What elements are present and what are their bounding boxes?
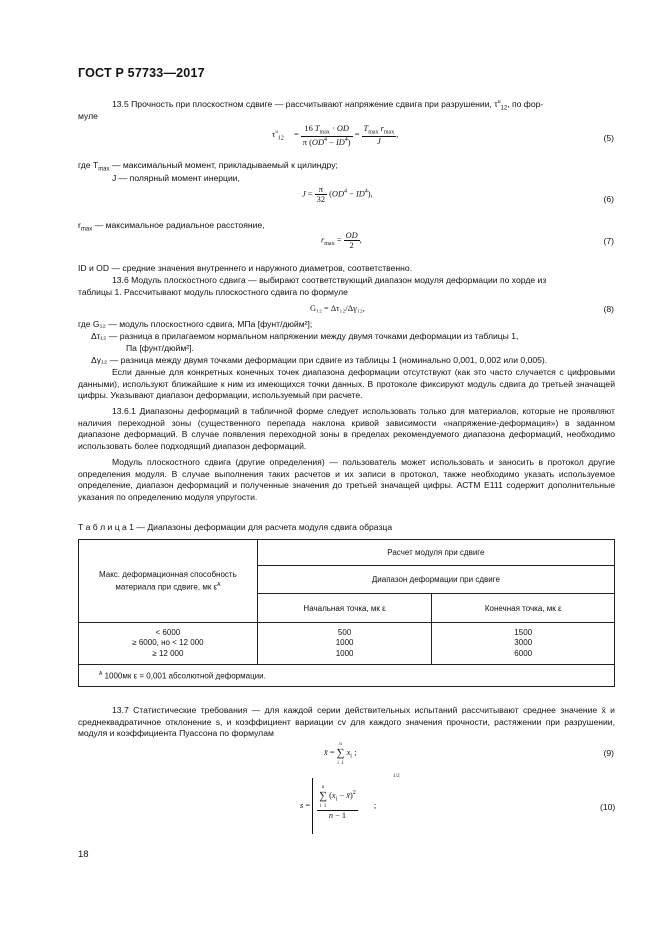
section-13-5-line1: 13.5 Прочность при плоскостном сдвиге — рассчитывают напряжение сдвига при разрушении, $\tau^u_{12}$, по фор- <box>112 98 544 112</box>
where-j: J — полярный момент инерции, <box>112 173 240 183</box>
table-caption: Т а б л и ц а 1 — Диапазоны деформации для расчета модуля сдвига образца <box>78 522 393 532</box>
equation-number-10: (10) <box>600 802 616 812</box>
table-cell: 500 <box>337 627 352 637</box>
equation-number-9: (9) <box>603 748 614 758</box>
table-header-max-strain: Макс. деформационная способность материала при сдвиге, мк $\varepsilon^A$ <box>79 540 258 623</box>
where-delta-tau-line1: Δτ₁₂ — разница в прилагаемом нормальном напряжении между двумя точками деформации из таблицы 1, <box>91 331 519 341</box>
where-delta-tau-line2: Па [фунт/дюйм²]. <box>126 343 194 353</box>
document-header: ГОСТ Р 57733—2017 <box>78 66 205 80</box>
table-cell-max-column <box>79 623 258 665</box>
where-t-max: где $T_{max}$ — максимальный момент, прикладываемый к цилиндру; <box>78 160 338 173</box>
table-cell: ≥ 12 000 <box>152 648 184 658</box>
id-od-definition: ID и OD — средние значения внутреннего и наружного диаметров, соответственно. <box>78 263 413 273</box>
where-delta-gamma: Δγ₁₂ — разница между двумя точками деформации при сдвиге из таблицы 1 (номинально 0,001, 0,002 или 0,005). <box>91 355 548 365</box>
table-cell: < 6000 <box>155 627 181 637</box>
table-cell: 1000 <box>335 648 354 658</box>
table-footnote: $^A$ 1000мк ε = 0,001 абсолютной деформации. <box>79 665 615 687</box>
table-header-end-point: Конечная точка, мк ε <box>432 594 615 623</box>
table-header-strain-range: Диапазон деформации при сдвиге <box>257 566 614 594</box>
page-number: 18 <box>78 849 89 860</box>
section-13-6-1-paragraph1: 13.6.1 Диапазоны деформаций в табличной форме следует использовать только для материалов, которые не проявляют наличия переходной зоны (существенного перепада наклона кривой зависимости «напряжение-деформация») в заданном диапазоне деформаций. В случае появления переходной зоны в пределах рекомендуемого диапазона деформаций, необходимо использовать более подходящий диапазон деформаций. <box>78 406 615 451</box>
section-13-6-line2: таблицы 1. Рассчитывают модуль плоскостного сдвига по формуле <box>78 287 348 297</box>
table-header-start-point: Начальная точка, мк ε <box>257 594 432 623</box>
equation-number-8: (8) <box>603 304 614 314</box>
section-13-6-paragraph: Если данные для конкретных конечных точек диапазона деформации отсутствуют (как это часто случается с цифровыми данными), используют ближайшие к ним из имеющихся точки данных. В протоколе фиксируют модуль сдвига до третьей значащей цифры. Указывают диапазон деформации, используемый при расчете. <box>78 367 615 400</box>
formula-9: x̄ = n ∑ i 1 $x_i$ ; <box>324 742 357 766</box>
section-13-6-line1: 13.6 Модуль плоскостного сдвига — выбирают соответствующий диапазон модуля деформации по хорде из <box>112 275 547 285</box>
formula-7: $r_{max}$ = $\frac{OD}{2}$ , <box>321 231 362 250</box>
formula-8: G₁₂ = Δτ₁₂/Δγ₁₂, <box>310 304 365 313</box>
equation-number-6: (6) <box>603 194 614 204</box>
table-cell-end-column <box>432 623 615 665</box>
where-r-max: $r_{max}$ — максимальное радиальное расстояние, <box>78 220 265 233</box>
table-cell: 1500 <box>514 627 533 637</box>
table-cell: 3000 <box>514 638 533 648</box>
table-cell-start-column <box>257 623 432 665</box>
table-cell: 6000 <box>514 648 533 658</box>
section-13-5-line2: муле <box>78 111 98 121</box>
section-13-6-1-paragraph2: Модуль плоскостного сдвига (другие определения) — пользователь может использовать и заносить в протокол другие определения модуля. В случае выполнения таких расчетов и их записи в протокол, также необходимо указать используемое определение, диапазон деформаций и полученные значения до третьей значащей цифры. АСТМ Е111 содержит дополнительные указания по определению модуля упругости. <box>78 457 615 502</box>
table-header-group: Расчет модуля при сдвиге <box>257 540 614 566</box>
section-13-7-paragraph: 13.7 Статистические требования — для каждой серии действительных испытаний рассчитывают среднее значение x̄ и среднеквадратичное отклонение s, и коэффициент вариации cv для каждого значения прочности, растяжении при разрушении, модуля и коэффициента Пуассона по формулам <box>78 705 615 738</box>
formula-5: $\tau^u_{12}$ = $\frac{16 T_{max} \cdot OD}{\pi (OD^4 - ID^4)}$ = $\frac{T_{max} r_{max}}{J}$ , <box>272 124 399 147</box>
table-cell: ≥ 6000, но < 12 000 <box>132 638 204 648</box>
equation-number-7: (7) <box>603 236 614 246</box>
where-g12: где G₁₂ — модуль плоскостного сдвига, МПа [фунт/дюйм²]; <box>78 319 313 329</box>
table-cell: 1000 <box>335 638 354 648</box>
formula-6: J = $\frac{\pi}{32}$ $(OD^4 - ID^4)$, <box>302 185 373 204</box>
strain-range-table <box>78 539 615 687</box>
equation-number-5: (5) <box>603 133 614 143</box>
formula-10: s = n ∑ i 1 ($x_i$ − x̄)$^2$ n − 1 1/2 ; <box>300 778 376 834</box>
